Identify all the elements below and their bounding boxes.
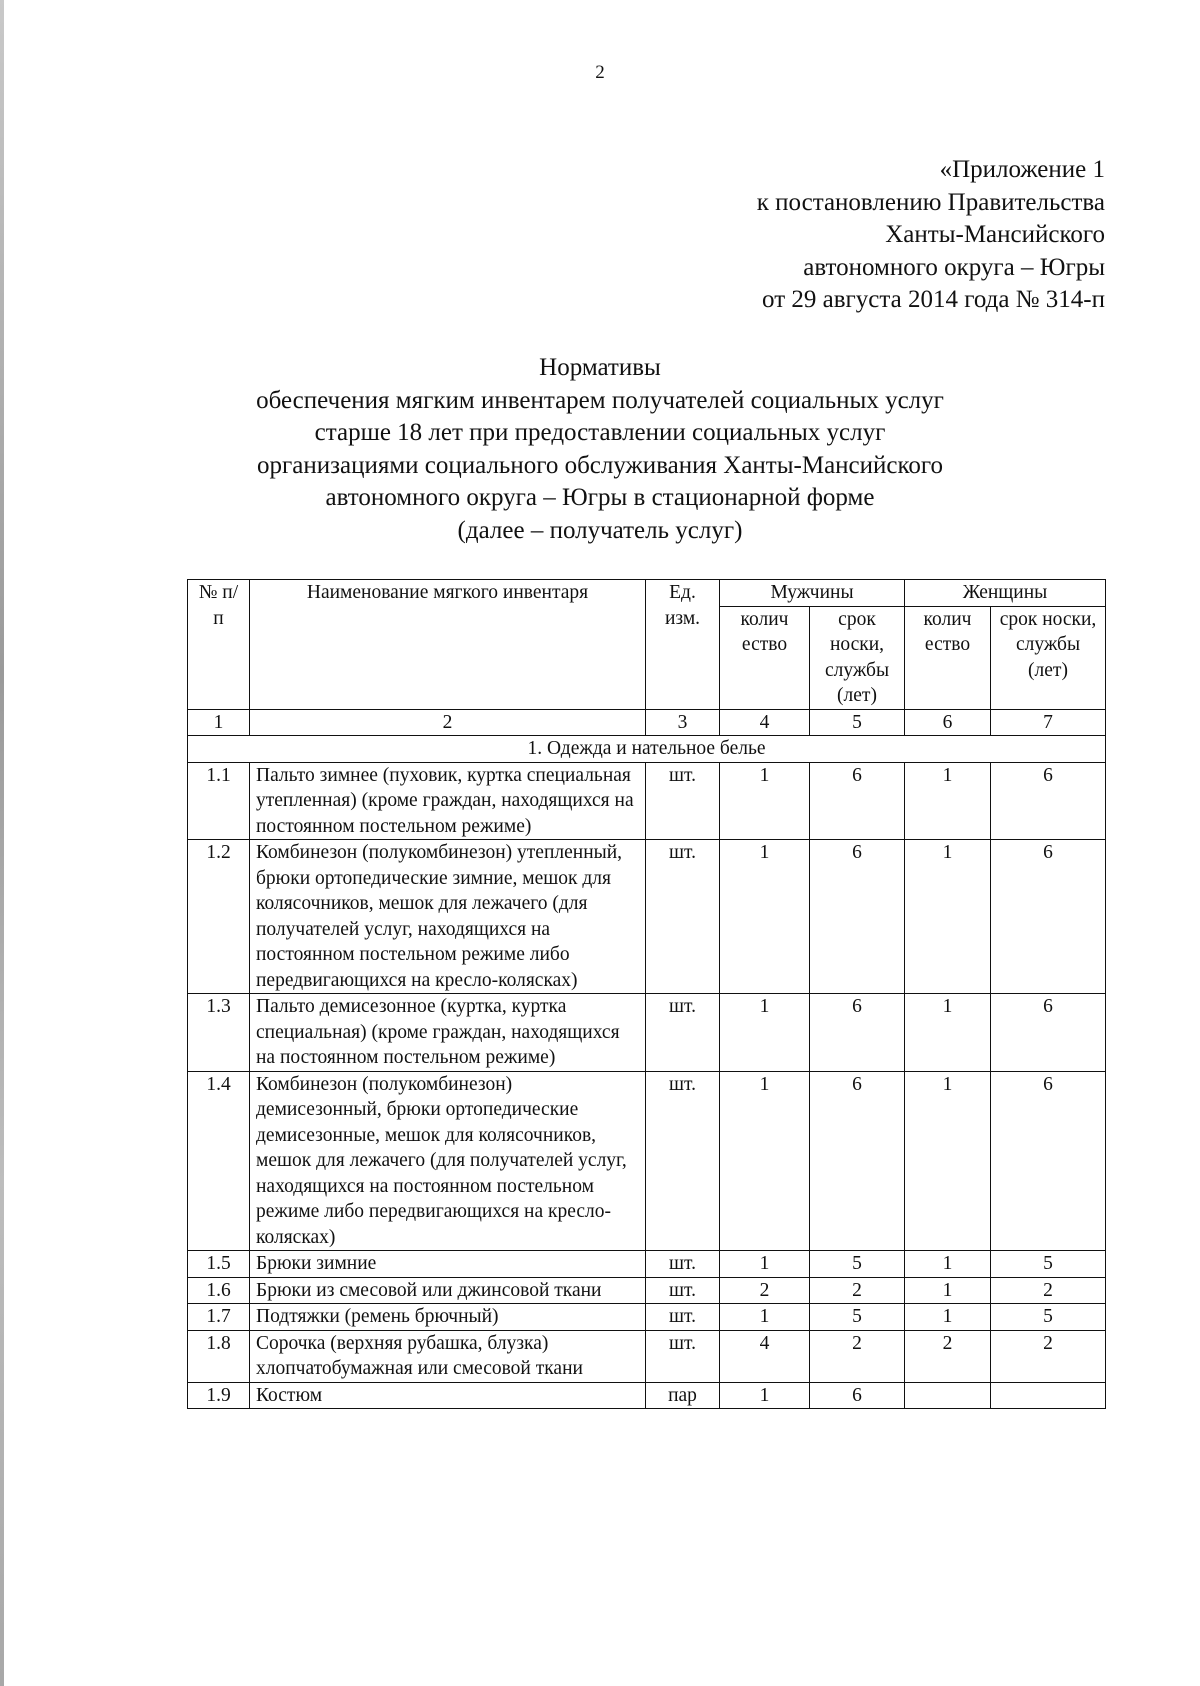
row-name: Брюки из смесовой или джинсовой ткани <box>250 1277 646 1304</box>
row-women-qty: 1 <box>905 762 991 840</box>
row-women-qty: 1 <box>905 1251 991 1278</box>
title-line: обеспечения мягким инвентарем получателей социальных услуг <box>256 386 944 414</box>
row-men-term: 6 <box>810 1382 905 1409</box>
row-women-qty: 1 <box>905 840 991 994</box>
table-row <box>188 1382 1106 1409</box>
row-men-qty: 1 <box>720 1071 810 1251</box>
row-name: Сорочка (верхняя рубашка, блузка) хлопчатобумажная или смесовой ткани <box>250 1330 646 1382</box>
row-women-qty: 1 <box>905 1071 991 1251</box>
table-row <box>188 1330 1106 1382</box>
header-unit: Ед. изм. <box>646 580 720 710</box>
title-line: организациями социального обслуживания Ханты-Мансийского <box>256 451 944 479</box>
table-row <box>188 762 1106 840</box>
table-row <box>188 1304 1106 1331</box>
row-women-qty: 1 <box>905 1304 991 1331</box>
row-men-term: 6 <box>810 762 905 840</box>
row-men-term: 6 <box>810 1071 905 1251</box>
header-women-qty: колич ество <box>905 606 991 709</box>
row-women-term: 6 <box>991 1071 1106 1251</box>
table-row <box>188 1277 1106 1304</box>
title-line: Нормативы <box>539 354 661 381</box>
page-number: 2 <box>595 62 605 83</box>
header-women-term: срок носки, службы (лет) <box>991 606 1106 709</box>
row-men-qty: 1 <box>720 994 810 1072</box>
column-number: 6 <box>905 709 991 736</box>
header-men-qty: колич ество <box>720 606 810 709</box>
row-unit: шт. <box>646 994 720 1072</box>
row-num: 1.6 <box>188 1277 250 1304</box>
row-women-qty: 2 <box>905 1330 991 1382</box>
title-line: (далее – получатель услуг) <box>457 516 743 544</box>
row-unit: шт. <box>646 1304 720 1331</box>
row-men-qty: 2 <box>720 1277 810 1304</box>
row-women-term: 2 <box>991 1277 1106 1304</box>
row-men-qty: 1 <box>720 1382 810 1409</box>
row-men-qty: 4 <box>720 1330 810 1382</box>
appendix-line: к постановлению Правительства <box>756 188 1105 216</box>
row-women-term <box>991 1382 1106 1409</box>
appendix-line: автономного округа – Югры <box>803 253 1105 281</box>
header-row <box>188 580 1106 607</box>
row-men-qty: 1 <box>720 840 810 994</box>
table-row <box>188 840 1106 994</box>
row-men-term: 5 <box>810 1251 905 1278</box>
row-name: Комбинезон (полукомбинезон) утепленный, брюки ортопедические зимние, мешок для колясочников, мешок для лежачего (для получателей услуг, находящихся на постоянном постельном режиме либо передвигающихся на кресло-колясках) <box>250 840 646 994</box>
row-men-qty: 1 <box>720 1304 810 1331</box>
row-men-term: 6 <box>810 840 905 994</box>
table-row <box>188 1251 1106 1278</box>
appendix-line: от 29 августа 2014 года № 314-п <box>762 286 1105 313</box>
row-name: Брюки зимние <box>250 1251 646 1278</box>
table-row <box>188 994 1106 1072</box>
scan-edge <box>0 0 4 1686</box>
norms-table <box>187 579 1106 1409</box>
column-number: 4 <box>720 709 810 736</box>
row-women-qty: 1 <box>905 994 991 1072</box>
appendix-line: «Приложение 1 <box>939 156 1105 183</box>
row-name: Пальто демисезонное (куртка, куртка специальная) (кроме граждан, находящихся на постоянном постельном режиме) <box>250 994 646 1072</box>
row-men-term: 6 <box>810 994 905 1072</box>
column-number: 7 <box>991 709 1106 736</box>
row-women-term: 6 <box>991 762 1106 840</box>
column-number: 5 <box>810 709 905 736</box>
row-name: Подтяжки (ремень брючный) <box>250 1304 646 1331</box>
row-unit: пар <box>646 1382 720 1409</box>
section-row <box>188 736 1106 763</box>
row-name: Комбинезон (полукомбинезон) демисезонный, брюки ортопедические демисезонные, мешок для колясочников, мешок для лежачего (для получателей услуг, находящихся на постоянном постельном режиме либо передвигающихся на кресло-колясках) <box>250 1071 646 1251</box>
header-women: Женщины <box>905 580 1106 607</box>
section-title: 1. Одежда и нательное белье <box>188 736 1106 763</box>
table-row <box>188 1071 1106 1251</box>
title-line: старше 18 лет при предоставлении социальных услуг <box>314 419 886 446</box>
row-women-term: 5 <box>991 1304 1106 1331</box>
row-women-qty <box>905 1382 991 1409</box>
row-unit: шт. <box>646 762 720 840</box>
header-men-term: срок носки, службы (лет) <box>810 606 905 709</box>
row-num: 1.7 <box>188 1304 250 1331</box>
row-num: 1.9 <box>188 1382 250 1409</box>
row-women-term: 6 <box>991 840 1106 994</box>
row-women-qty: 1 <box>905 1277 991 1304</box>
appendix-line: Ханты-Мансийского <box>885 221 1105 248</box>
row-unit: шт. <box>646 1330 720 1382</box>
row-num: 1.8 <box>188 1330 250 1382</box>
row-name: Пальто зимнее (пуховик, куртка специальная утепленная) (кроме граждан, находящихся на постоянном постельном режиме) <box>250 762 646 840</box>
row-men-qty: 1 <box>720 1251 810 1278</box>
header-name: Наименование мягкого инвентаря <box>250 580 646 710</box>
row-unit: шт. <box>646 1071 720 1251</box>
row-men-qty: 1 <box>720 762 810 840</box>
row-unit: шт. <box>646 840 720 994</box>
row-unit: шт. <box>646 1277 720 1304</box>
row-men-term: 2 <box>810 1330 905 1382</box>
row-name: Костюм <box>250 1382 646 1409</box>
column-number: 1 <box>188 709 250 736</box>
row-men-term: 2 <box>810 1277 905 1304</box>
row-num: 1.5 <box>188 1251 250 1278</box>
header-men: Мужчины <box>720 580 905 607</box>
row-num: 1.3 <box>188 994 250 1072</box>
row-women-term: 5 <box>991 1251 1106 1278</box>
row-num: 1.4 <box>188 1071 250 1251</box>
header-num: № п/п <box>188 580 250 710</box>
column-number-row <box>188 709 1106 736</box>
row-num: 1.1 <box>188 762 250 840</box>
row-men-term: 5 <box>810 1304 905 1331</box>
appendix-header <box>757 154 1105 317</box>
document-title <box>0 352 1200 547</box>
title-line: автономного округа – Югры в стационарной форме <box>325 484 875 511</box>
row-num: 1.2 <box>188 840 250 994</box>
column-number: 3 <box>646 709 720 736</box>
row-unit: шт. <box>646 1251 720 1278</box>
row-women-term: 6 <box>991 994 1106 1072</box>
row-women-term: 2 <box>991 1330 1106 1382</box>
column-number: 2 <box>250 709 646 736</box>
